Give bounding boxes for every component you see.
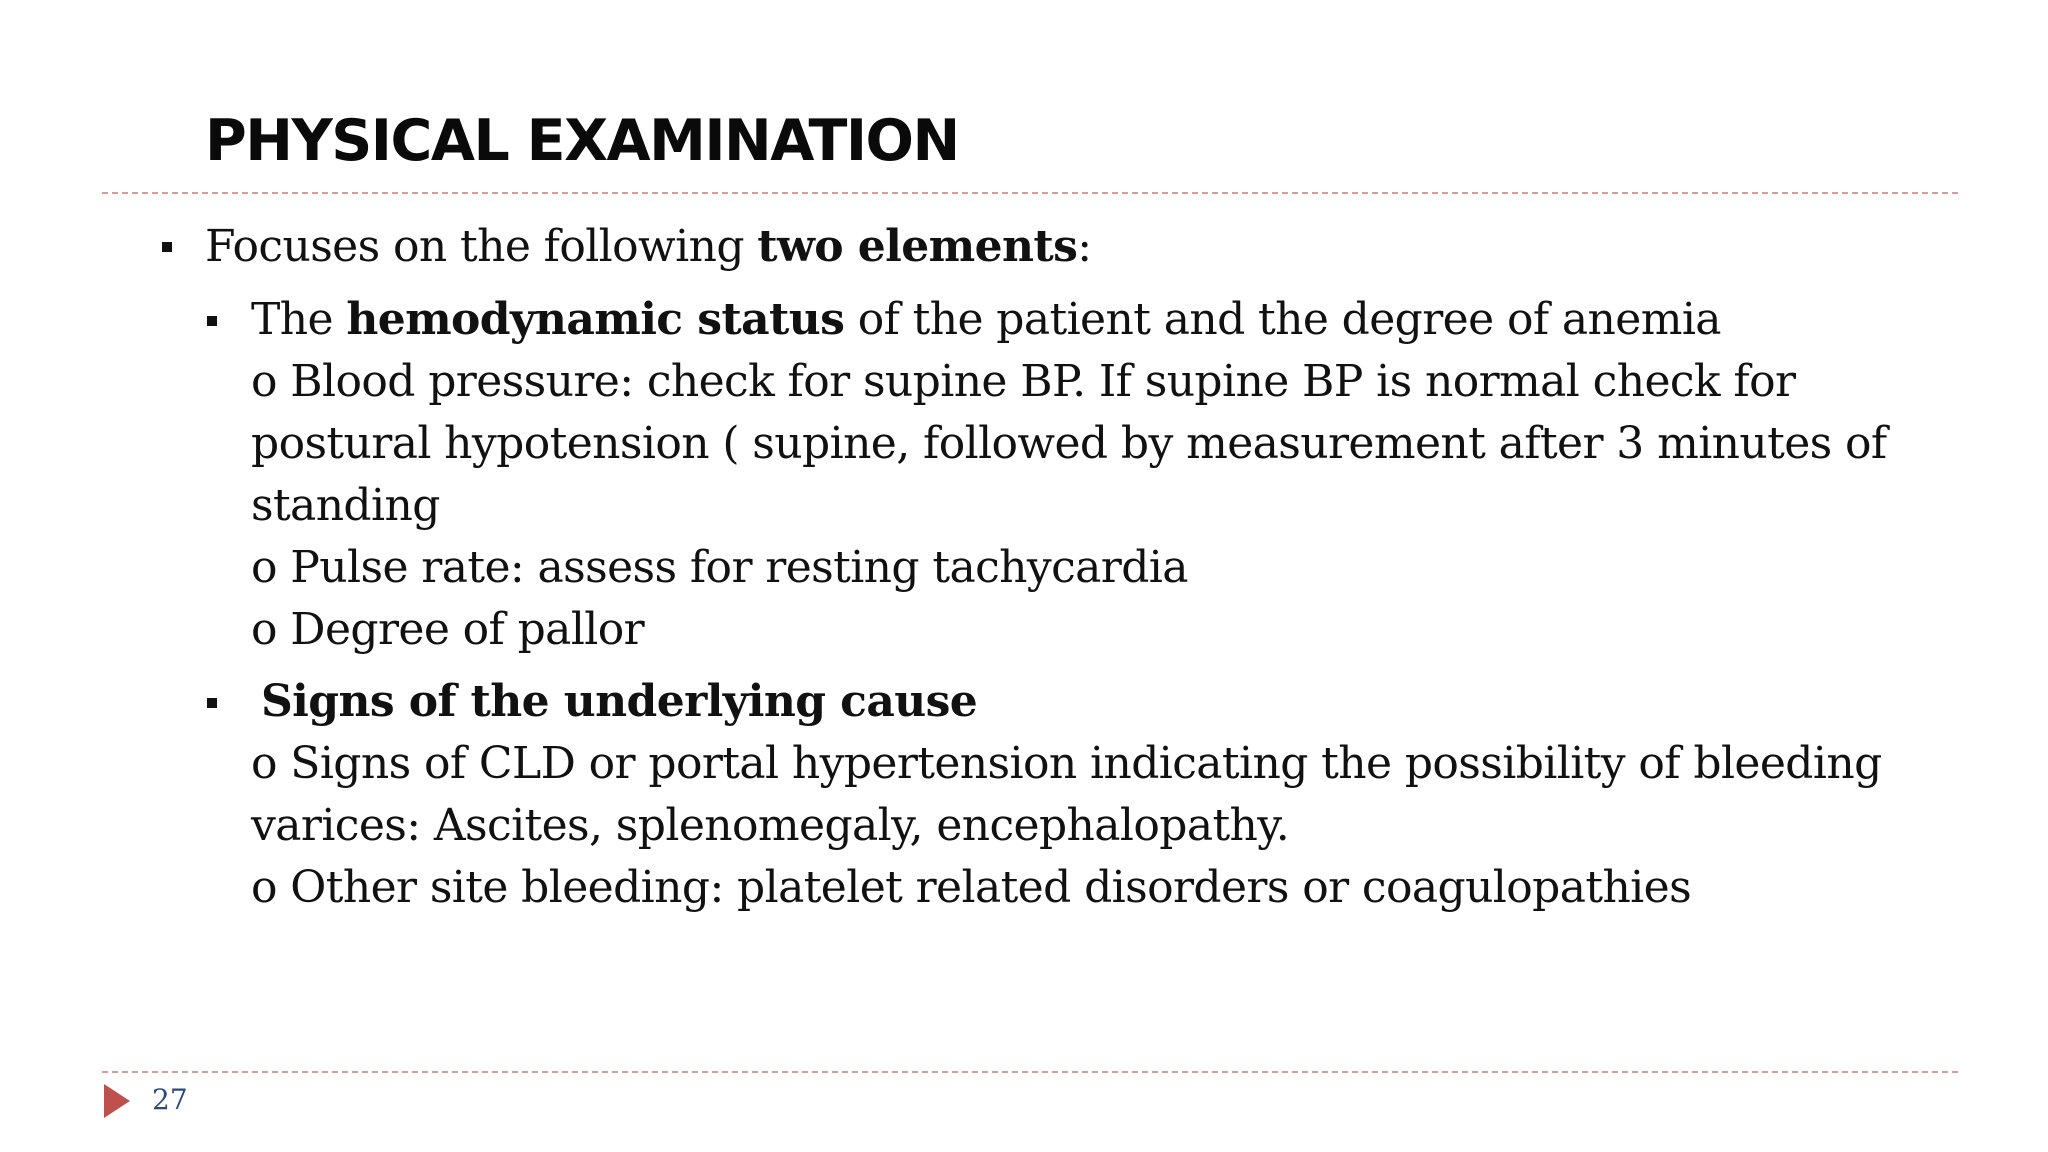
square-bullet-icon [207,316,217,326]
square-bullet-icon [207,698,217,708]
section1-heading-bold: hemodynamic status [346,294,845,345]
slide-title: PHYSICAL EXAMINATION [205,108,959,174]
section1-line: o Blood pressure: check for supine BP. If supine BP is normal check for [251,356,1796,407]
intro-text-after: : [1077,221,1092,272]
section2-heading [261,671,977,733]
section1-line: o Pulse rate: assess for resting tachycardia [251,542,1188,593]
triangle-right-icon [104,1084,130,1118]
intro-text-before: Focuses on the following [205,221,758,272]
intro-text [205,216,1092,278]
intro-text-bold: two elements [757,221,1078,272]
section1-heading-after: of the patient and the degree of anemia [844,294,1721,345]
page-number: 27 [152,1083,188,1116]
section2-line: varices: Ascites, splenomegaly, encephalopathy. [251,800,1290,851]
section1-line: postural hypotension ( supine, followed by measurement after 3 minutes of [251,418,1887,469]
section2-heading-bold: Signs of the underlying cause [261,676,978,727]
section2-line: o Signs of CLD or portal hypertension indicating the possibility of bleeding [251,738,1882,789]
section1-line: standing [251,480,440,531]
square-bullet-icon [162,242,172,252]
section1-line: o Degree of pallor [251,604,645,655]
footer-divider [102,1071,1958,1073]
title-divider [102,192,1958,194]
section1-heading [251,289,1721,351]
section1-heading-before: The [251,294,347,345]
section2-line: o Other site bleeding: platelet related disorders or coagulopathies [251,862,1692,913]
